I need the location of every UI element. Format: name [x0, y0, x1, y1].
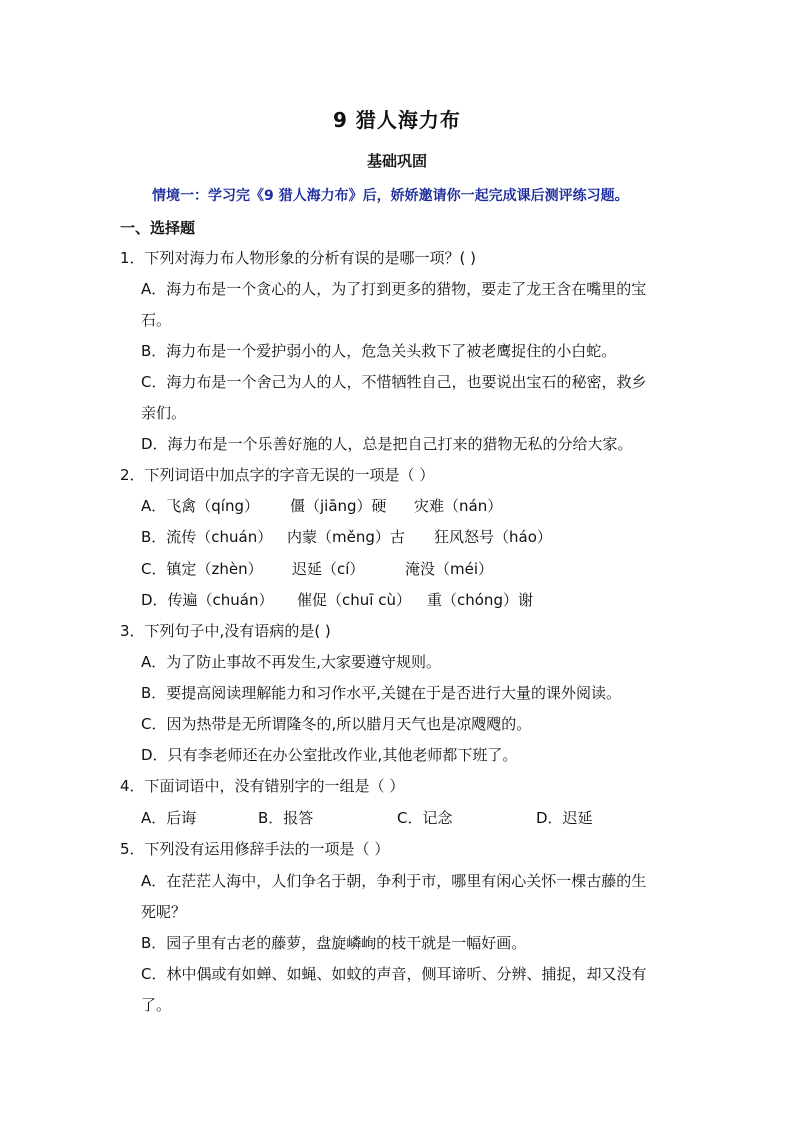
question-4-option-a: A．后诲 — [141, 809, 197, 827]
question-1-option-d: D．海力布是一个乐善好施的人，总是把自己打来的猎物无私的分给大家。 — [141, 435, 633, 453]
question-5-stem: 5．下列没有运用修辞手法的一项是（ ） — [120, 840, 390, 858]
question-4-option-d: D．迟延 — [536, 809, 593, 827]
option-a-word-3: 灾难（nán） — [414, 497, 503, 515]
option-a-word-2: 僵（jiāng）硬 — [290, 497, 387, 515]
question-3-option-c: C．因为热带是无所谓隆冬的,所以腊月天气也是凉飕飕的。 — [141, 715, 532, 733]
question-2-option-a — [0, 496, 794, 516]
question-2-option-d — [0, 590, 794, 610]
question-4-options — [0, 808, 794, 828]
question-1-option-b: B．海力布是一个爱护弱小的人，危急关头救下了被老鹰捉住的小白蛇。 — [141, 342, 617, 360]
option-d-word-2: 催促（chuī cù） — [297, 591, 411, 609]
question-5-option-c: C．林中偶或有如蝉、如蝇、如蚊的声音，侧耳谛听、分辨、捕捉，却又没有 — [141, 965, 647, 983]
question-2-stem: 2．下列词语中加点字的字音无误的一项是（ ） — [120, 466, 435, 484]
option-b-word-3: 狂风怒号（háo） — [434, 528, 552, 546]
page-title: 9 猎人海力布 — [333, 108, 461, 132]
question-5-option-b: B．园子里有古老的藤萝，盘旋嶙峋的枝干就是一幅好画。 — [141, 934, 527, 952]
question-3-option-a: A．为了防止事故不再发生,大家要遵守规则。 — [141, 653, 442, 671]
option-b-word-2: 内蒙（měng）古 — [287, 528, 405, 546]
question-1-option-a-cont: 石。 — [141, 311, 172, 329]
question-1-option-a: A．海力布是一个贪心的人，为了打到更多的猎物，要走了龙王含在嘴里的宝 — [141, 280, 647, 298]
section-subtitle: 基础巩固 — [366, 152, 427, 170]
question-3-option-d: D．只有李老师还在办公室批改作业,其他老师都下班了。 — [141, 746, 518, 764]
question-4-option-b: B．报答 — [258, 809, 314, 827]
option-c-word-1: C．镇定（zhèn） — [141, 560, 263, 578]
option-c-word-3: 淹没（méi） — [405, 560, 494, 578]
question-1-option-c: C．海力布是一个舍己为人的人，不惜牺牲自己，也要说出宝石的秘密，救乡 — [141, 373, 647, 391]
option-c-word-2: 迟延（cí） — [292, 560, 365, 578]
option-a-word-1: A．飞禽（qíng） — [141, 497, 259, 515]
question-4-option-c: C．记念 — [397, 809, 453, 827]
question-5-option-a: A．在茫茫人海中，人们争名于朝，争利于市，哪里有闲心关怀一棵古藤的生 — [141, 872, 647, 890]
option-b-word-1: B．流传（chuán） — [141, 528, 273, 546]
question-5-option-c-cont: 了。 — [141, 996, 172, 1014]
question-5-option-a-cont: 死呢？ — [141, 903, 187, 921]
question-3-option-b: B．要提高阅读理解能力和习作水平,关键在于是否进行大量的课外阅读。 — [141, 684, 622, 702]
question-3-stem: 3．下列句子中,没有语病的是( ) — [120, 622, 331, 640]
option-d-word-3: 重（chóng）谢 — [427, 591, 533, 609]
scenario-intro: 情境一：学习完《9 猎人海力布》后，娇娇邀请你一起完成课后测评练习题。 — [152, 188, 629, 204]
option-d-word-1: D．传遍（chuán） — [141, 591, 274, 609]
question-2-option-b — [0, 527, 794, 547]
question-1-stem: 1．下列对海力布人物形象的分析有误的是哪一项？( ) — [120, 249, 477, 267]
question-4-stem: 4．下面词语中，没有错别字的一组是（ ） — [120, 777, 405, 795]
question-2-option-c — [0, 559, 794, 579]
question-1-option-c-cont: 亲们。 — [141, 404, 187, 422]
section-heading: 一、选择题 — [120, 219, 196, 237]
